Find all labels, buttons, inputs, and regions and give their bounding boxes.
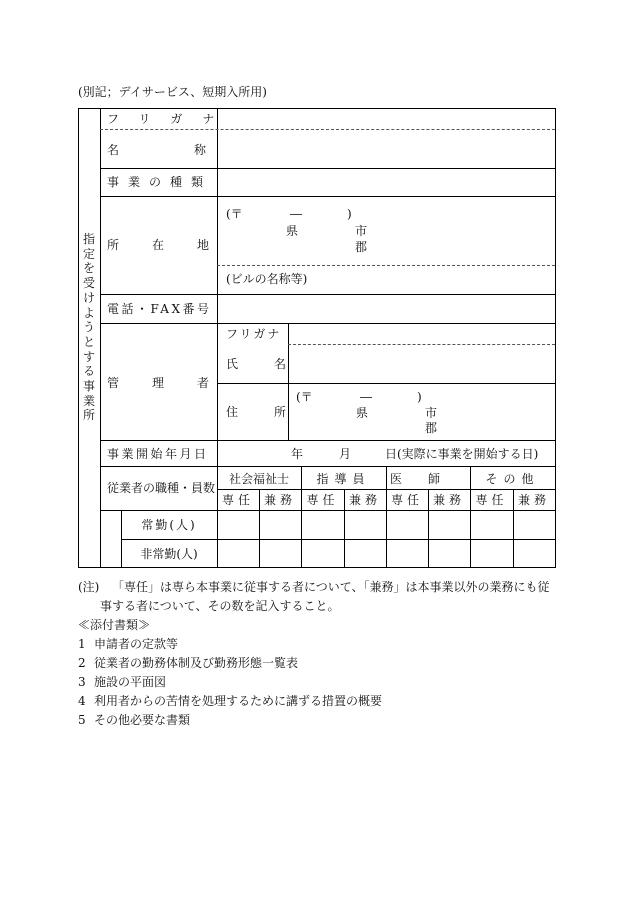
- attachment-text: その他必要な書類: [94, 713, 191, 727]
- attachment-text: 施設の平面図: [94, 675, 167, 689]
- category-instructor: 指導員: [316, 472, 371, 486]
- attachment-text: 申請者の定款等: [94, 637, 179, 651]
- staff-label: 従業者の職種・員数: [107, 481, 216, 495]
- furigana-label: [107, 112, 235, 126]
- manager-divider: [288, 323, 289, 440]
- attachment-num: 1: [78, 637, 86, 651]
- note-line-1: 「専任」は専ら本事業に従事する者について、「兼務」は本事業以外の業務にも従: [112, 580, 550, 594]
- name-label: [107, 143, 282, 157]
- row-line: [100, 294, 555, 295]
- category-social-worker: 社会福祉士: [228, 472, 289, 486]
- start-year: 年: [291, 447, 304, 461]
- row-line: [100, 466, 555, 467]
- table-border-top: [78, 108, 556, 109]
- manager-prefecture: 県: [356, 406, 369, 420]
- row-line: [100, 323, 555, 324]
- location-label: 所在地: [107, 238, 243, 252]
- building-dashed-line: [217, 265, 555, 266]
- furigana-label-text: フリガナ: [107, 112, 235, 126]
- manager-postal-close: ): [417, 390, 422, 404]
- category-doctor: 医師: [389, 472, 466, 486]
- row-line: [121, 539, 555, 540]
- furigana-dashed-line: [100, 129, 555, 130]
- manager-postal-dash: ―: [360, 390, 372, 404]
- start-date-label: 事業開始年月日: [107, 447, 209, 461]
- location-county: 郡: [355, 240, 368, 254]
- attachment-text: 従業者の勤務体制及び勤務形態一覧表: [94, 656, 299, 670]
- manager-address-label: 住所: [226, 405, 323, 419]
- row-line: [100, 196, 555, 197]
- postal-close: ): [347, 207, 352, 221]
- row-line: [100, 168, 555, 169]
- business-type-label: 事業の種類: [107, 175, 213, 189]
- label-divider: [217, 108, 218, 466]
- row-line: [100, 510, 555, 511]
- sub-concurrent: 兼務: [348, 493, 381, 507]
- postal-dash: ―: [290, 207, 302, 221]
- attachment-num: 4: [78, 694, 86, 708]
- sub-concurrent: 兼務: [517, 493, 550, 507]
- note-label: (注): [78, 580, 100, 594]
- manager-county: 郡: [425, 421, 438, 435]
- manager-postal: [296, 390, 422, 404]
- form-header: (別記；デイサービス、短期入所用): [78, 85, 267, 99]
- sub-concurrent: 兼務: [432, 493, 465, 507]
- section-divider: [100, 108, 101, 568]
- table-border-right: [555, 108, 556, 568]
- manager-furigana-dashed-line: [288, 344, 555, 345]
- location-prefecture: 県: [286, 224, 299, 238]
- postal-open: (〒: [226, 207, 243, 221]
- sub-dedicated: 専任: [221, 493, 254, 507]
- attachments-title: ≪添付書類≫: [78, 618, 151, 632]
- manager-name-label: 氏名: [226, 357, 323, 371]
- sub-dedicated: 専任: [306, 493, 339, 507]
- row-parttime: 非常勤(人): [140, 547, 198, 561]
- attachment-text: 利用者からの苦情を処理するために講ずる措置の概要: [94, 694, 383, 708]
- sub-concurrent: 兼務: [263, 493, 296, 507]
- start-day-note: 日(実際に事業を開始する日): [385, 447, 539, 461]
- row-fulltime: 常勤(人): [141, 518, 197, 532]
- name-label-text: 名称: [107, 143, 282, 157]
- manager-postal-open: (〒: [296, 390, 313, 404]
- phone-fax-label: 電話・FAX番号: [107, 302, 212, 316]
- attachment-num: 3: [78, 675, 86, 689]
- location-city: 市: [355, 224, 368, 238]
- section-label: 指定を受けようとする事業所: [82, 232, 95, 423]
- attachment-num: 2: [78, 656, 86, 670]
- manager-city: 市: [425, 406, 438, 420]
- location-postal: [226, 207, 352, 221]
- sub-dedicated: 専任: [475, 493, 508, 507]
- row-line: [217, 383, 555, 384]
- location-building: (ビルの名称等): [226, 272, 308, 286]
- table-border-bottom: [78, 567, 556, 568]
- start-month: 月: [339, 447, 352, 461]
- category-other: その他: [485, 472, 540, 486]
- manager-furigana-label: フリガナ: [226, 327, 282, 341]
- note-line-2: 事する者について、その数を記入すること。: [100, 599, 340, 613]
- sub-dedicated: 専任: [390, 493, 423, 507]
- manager-label: 管理者: [107, 376, 243, 390]
- attachment-num: 5: [78, 713, 86, 727]
- row-line: [100, 440, 555, 441]
